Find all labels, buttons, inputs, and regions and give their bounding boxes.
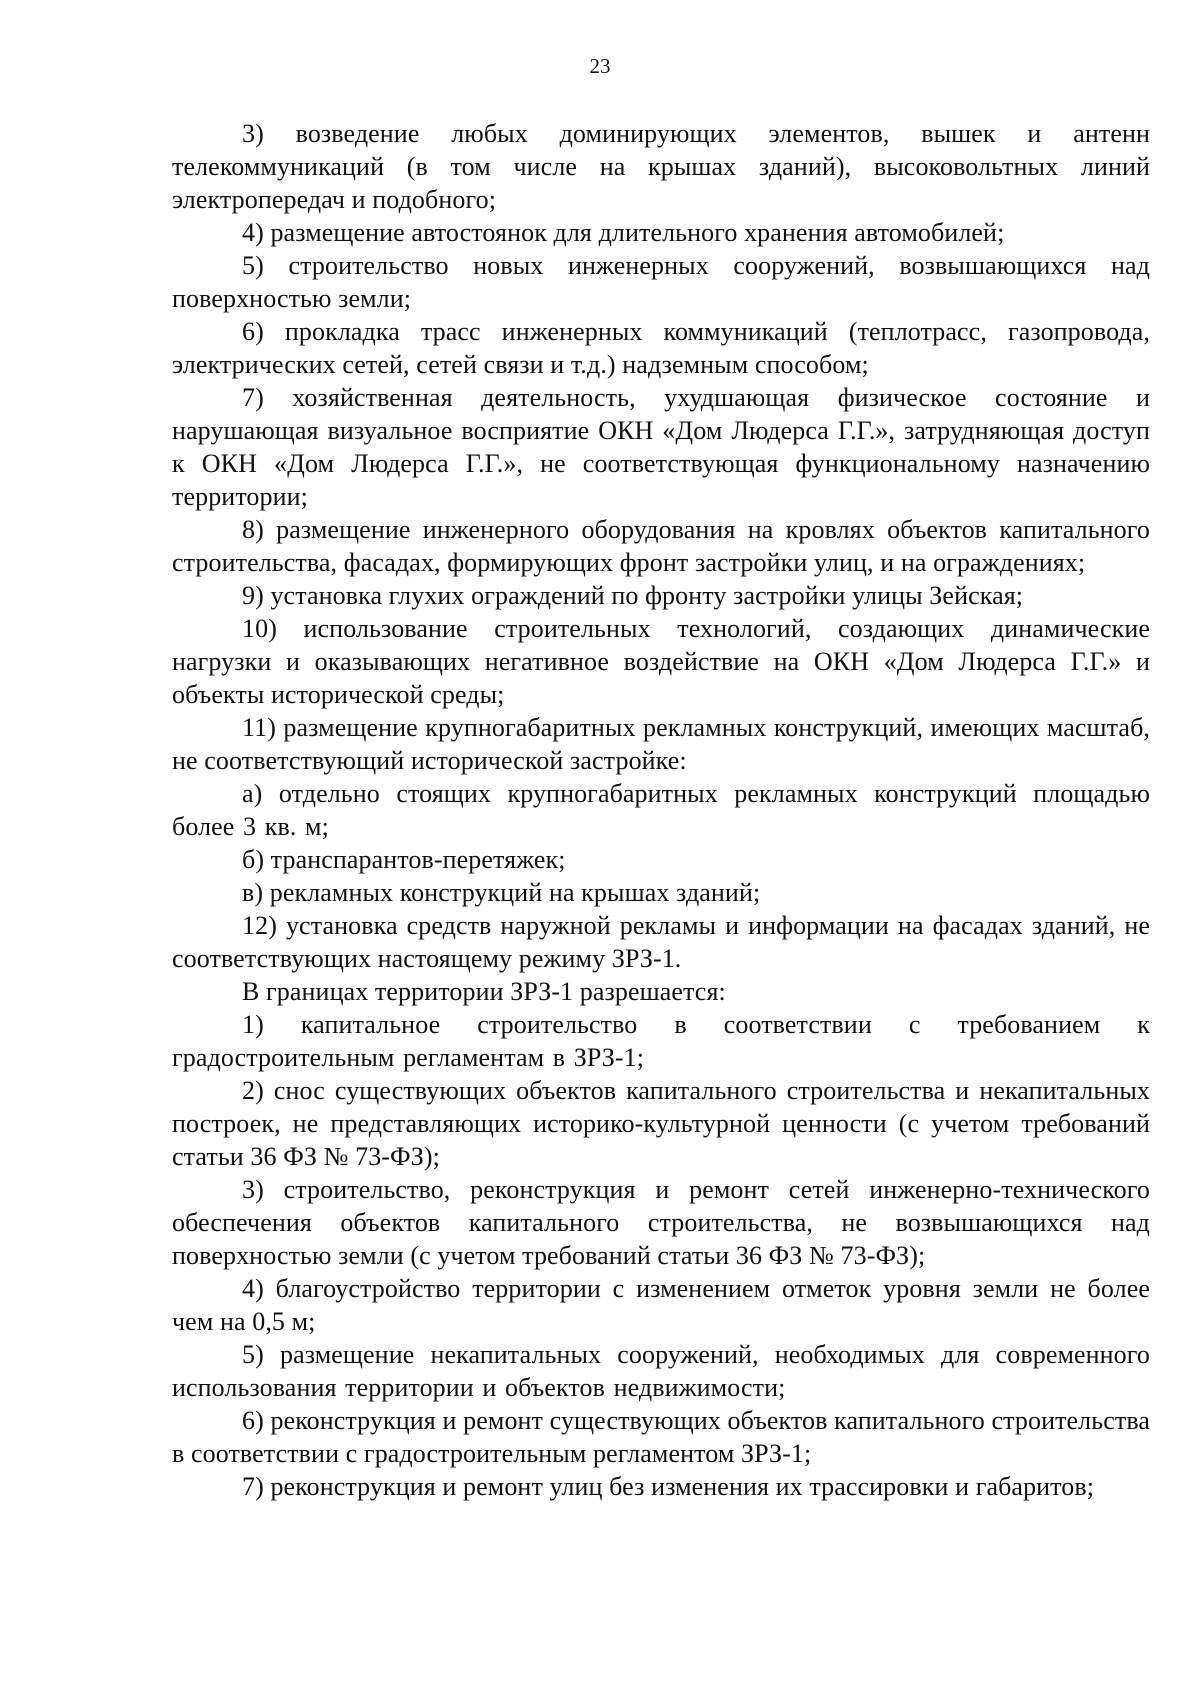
paragraph-prohibition-6: 6) прокладка трасс инженерных коммуникаций (теплотрасс, газопровода, электрических сетей, сетей связи и т.д.) надземным способом; [172,317,1150,379]
document-body [172,117,1150,1503]
paragraph-prohibition-9: 9) установка глухих ограждений по фронту застройки улицы Зейская; [242,581,1024,610]
paragraph-prohibition-7: 7) хозяйственная деятельность, ухудшающая физическое состояние и нарушающая визуальное восприятие ОКН «Дом Людерса Г.Г.», затрудняющая доступ к ОКН «Дом Людерса Г.Г.», не соответствующая функциональному назначению территории; [172,383,1150,511]
paragraph-permitted-4: 4) благоустройство территории с изменением отметок уровня земли не более чем на 0,5 м; [172,1274,1150,1336]
paragraph-prohibition-4: 4) размещение автостоянок для длительного хранения автомобилей; [242,218,1005,247]
paragraph-permitted-3: 3) строительство, реконструкция и ремонт сетей инженерно-технического обеспечения объектов капитального строительства, не возвышающихся над поверхностью земли (с учетом требований статьи 36 ФЗ № 73-ФЗ); [172,1175,1150,1270]
paragraph-prohibition-12: 12) установка средств наружной рекламы и информации на фасадах зданий, не соответствующих настоящему режиму ЗРЗ-1. [172,911,1150,973]
paragraph-prohibition-11c: в) рекламных конструкций на крышах зданий; [242,878,761,907]
paragraph-prohibition-3: 3) возведение любых доминирующих элементов, вышек и антенн телекоммуникаций (в том числе на крышах зданий), высоковольтных линий электропередач и подобного; [172,119,1150,214]
paragraph-permitted-heading: В границах территории ЗРЗ-1 разрешается: [242,977,726,1006]
paragraph-permitted-1: 1) капитальное строительство в соответствии с требованием к градостроительным регламентам в ЗРЗ-1; [172,1010,1150,1072]
paragraph-prohibition-11a: а) отдельно стоящих крупногабаритных рекламных конструкций площадью более 3 кв. м; [172,779,1150,841]
paragraph-permitted-5: 5) размещение некапитальных сооружений, необходимых для современного использования территории и объектов недвижимости; [172,1340,1150,1402]
paragraph-permitted-2: 2) снос существующих объектов капитального строительства и некапитальных построек, не представляющих историко-культурной ценности (с учетом требований статьи 36 ФЗ № 73-ФЗ); [172,1076,1150,1171]
paragraph-prohibition-10: 10) использование строительных технологий, создающих динамические нагрузки и оказывающих негативное воздействие на ОКН «Дом Людерса Г.Г.» и объекты исторической среды; [172,614,1150,709]
paragraph-prohibition-11b: б) транспарантов-перетяжек; [242,845,566,874]
paragraph-permitted-6: 6) реконструкция и ремонт существующих объектов капитального строительства в соответствии с градостроительным регламентом ЗРЗ-1; [172,1406,1150,1468]
paragraph-prohibition-11: 11) размещение крупногабаритных рекламных конструкций, имеющих масштаб, не соответствующий исторической застройке: [172,713,1150,775]
page-number: 23 [589,54,611,78]
paragraph-prohibition-8: 8) размещение инженерного оборудования на кровлях объектов капитального строительства, фасадах, формирующих фронт застройки улиц, и на ограждениях; [172,515,1150,577]
paragraph-prohibition-5: 5) строительство новых инженерных сооружений, возвышающихся над поверхностью земли; [172,251,1150,313]
paragraph-permitted-7: 7) реконструкция и ремонт улиц без изменения их трассировки и габаритов; [242,1472,1095,1501]
